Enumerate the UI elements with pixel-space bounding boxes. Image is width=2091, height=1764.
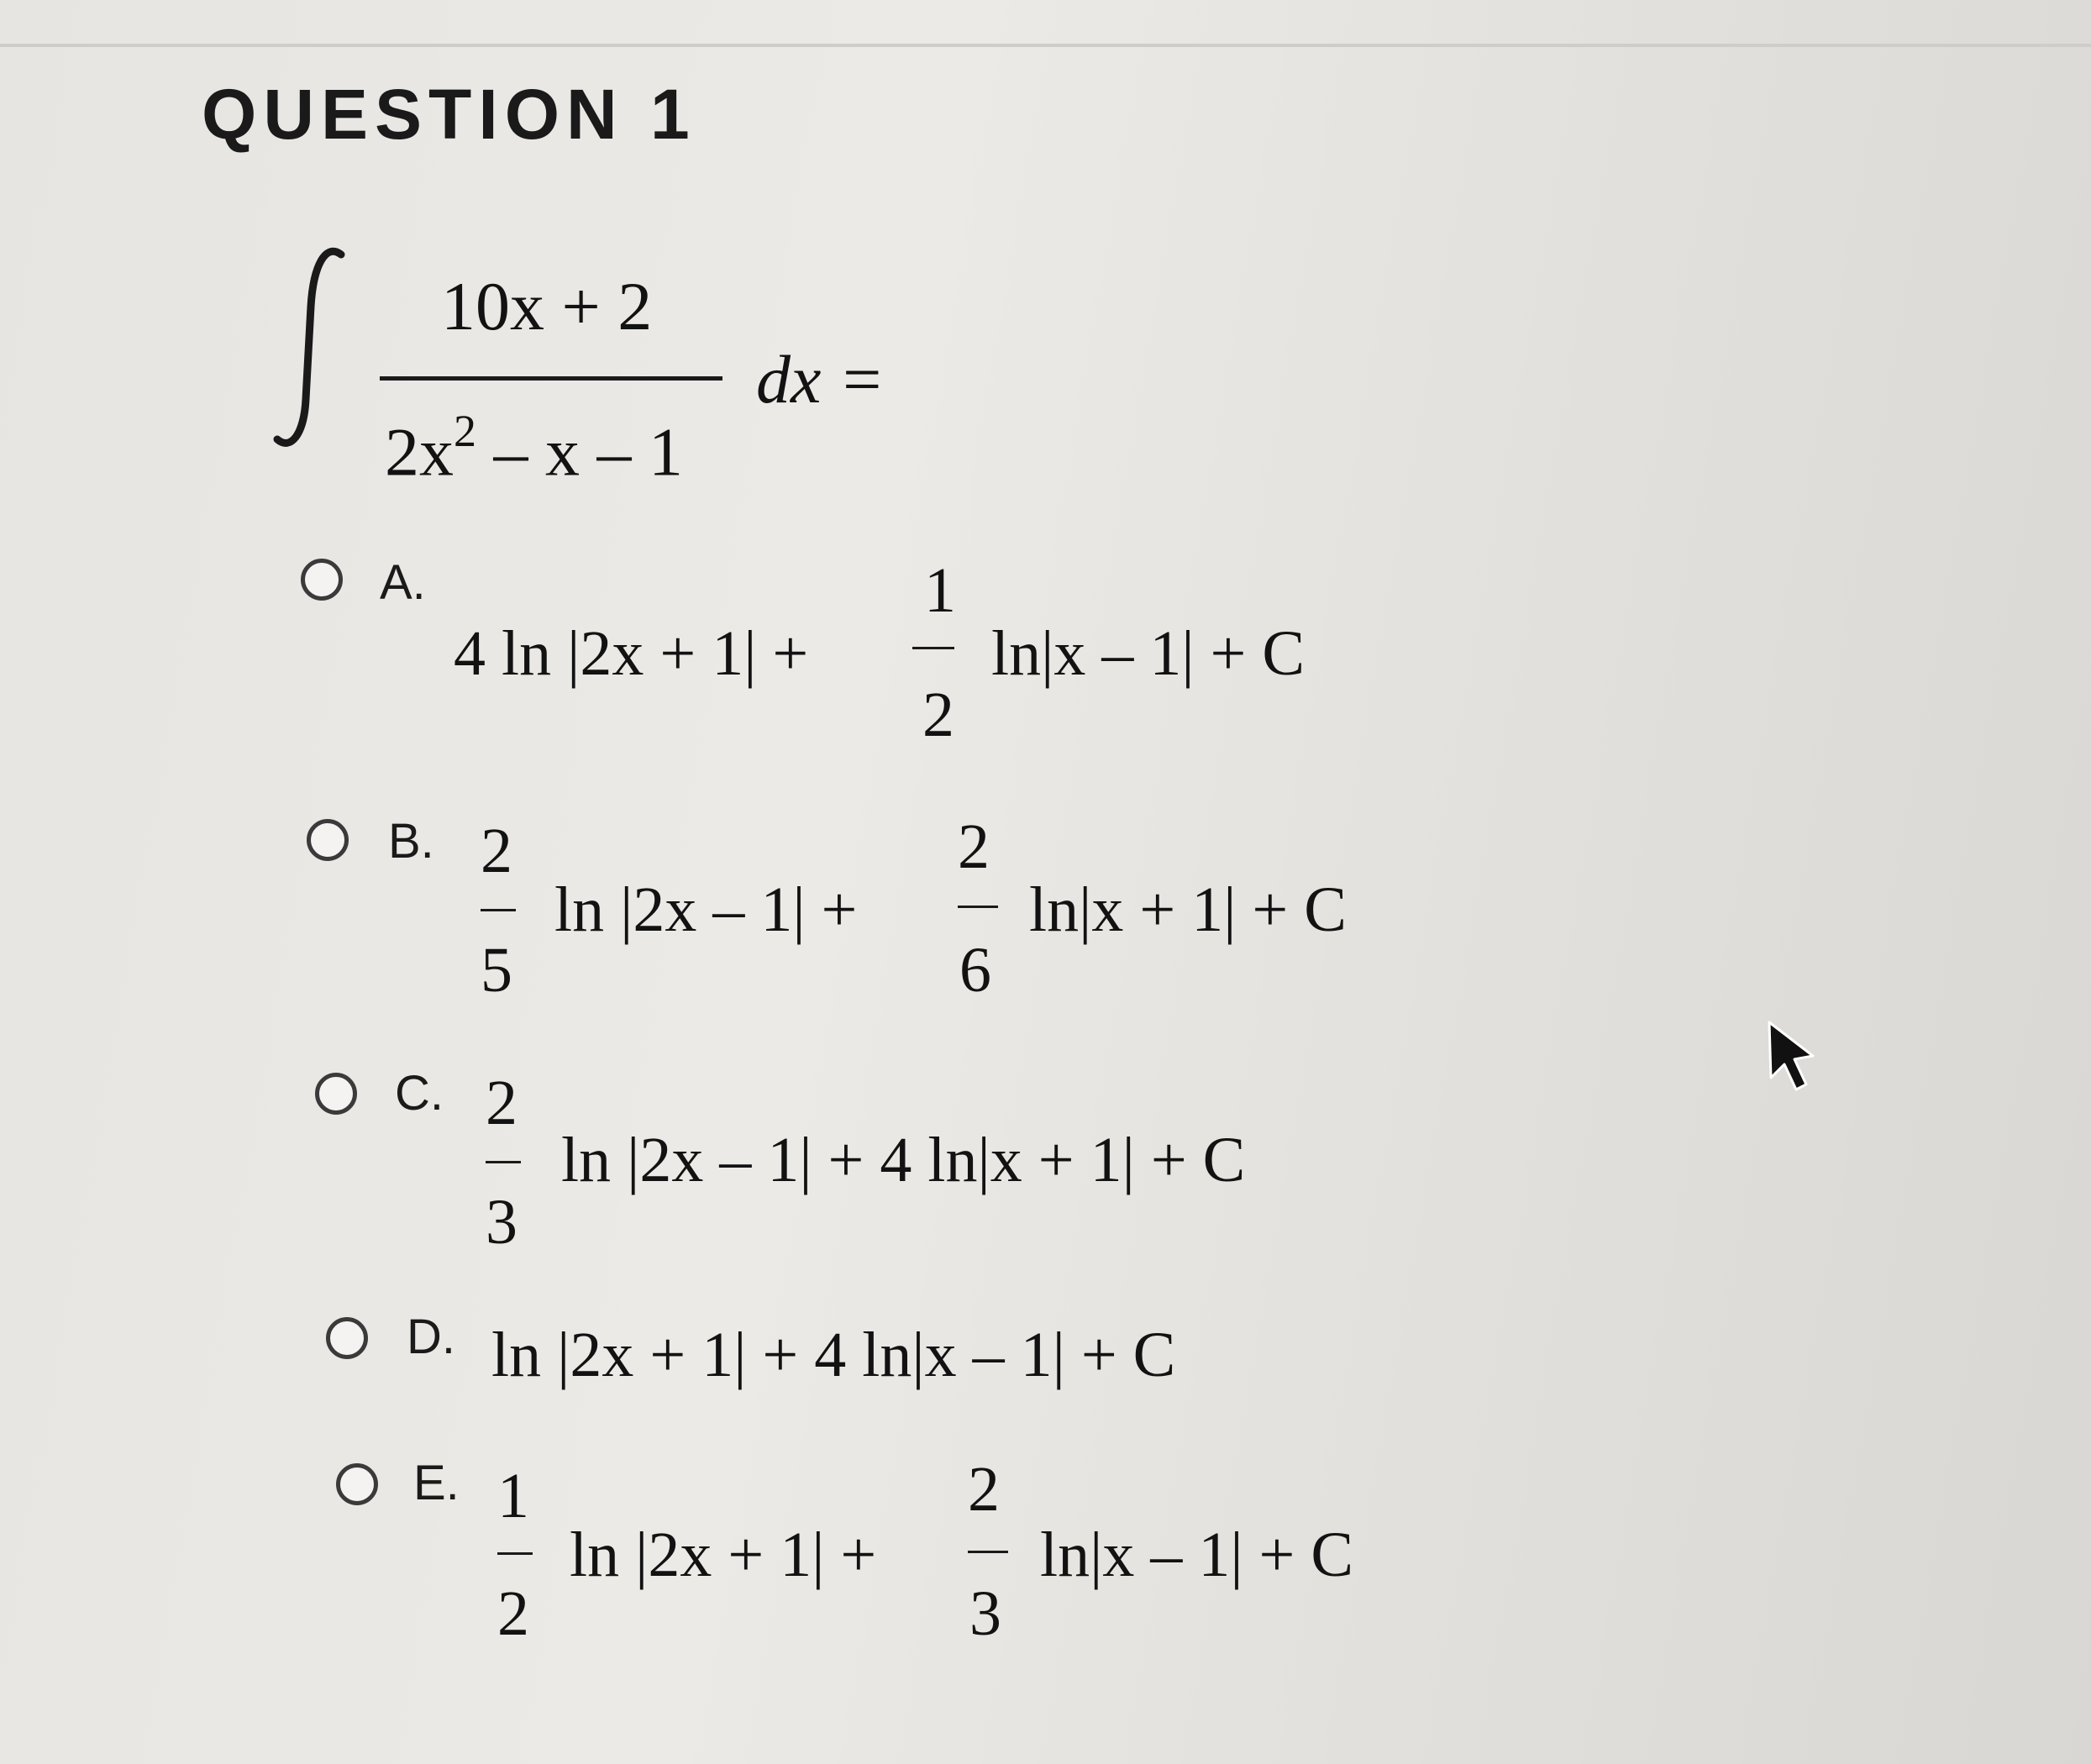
option-b-frac2-bar bbox=[958, 906, 998, 908]
option-e-term1: ln |2x + 1| + bbox=[570, 1520, 877, 1590]
option-b-term1: ln |2x – 1| + bbox=[554, 874, 858, 945]
mouse-pointer-icon bbox=[1763, 1019, 1821, 1095]
option-a-frac-bar bbox=[912, 647, 954, 649]
option-b-frac2-num: 2 bbox=[958, 811, 990, 882]
option-b-label: B. bbox=[388, 814, 434, 869]
integral-sign-icon bbox=[267, 239, 360, 458]
integrand-denominator: $2x^2$ – x – 1 bbox=[385, 406, 683, 491]
integrand-numerator: 10x + 2 bbox=[441, 268, 653, 344]
option-e-frac2-num: 2 bbox=[968, 1454, 1000, 1525]
option-e-frac1-den: 2 bbox=[497, 1578, 529, 1649]
radio-button-c[interactable] bbox=[315, 1073, 357, 1115]
option-a-label: A. bbox=[380, 555, 426, 610]
option-d-label: D. bbox=[407, 1310, 455, 1364]
option-c-frac1-den: 3 bbox=[486, 1187, 517, 1257]
option-e-term2: ln|x – 1| + C bbox=[1040, 1520, 1354, 1590]
option-b-term2: ln|x + 1| + C bbox=[1029, 874, 1347, 945]
option-a-frac-num: 1 bbox=[924, 555, 956, 626]
option-c-label: C. bbox=[395, 1066, 444, 1121]
option-e-frac1-num: 1 bbox=[497, 1461, 529, 1531]
top-divider bbox=[0, 44, 2091, 47]
option-b-frac1-bar bbox=[481, 909, 516, 911]
option-c-frac1-num: 2 bbox=[486, 1068, 517, 1138]
radio-button-a[interactable] bbox=[301, 559, 343, 601]
option-e-label: E. bbox=[413, 1456, 460, 1510]
option-a-frac-den: 2 bbox=[922, 680, 954, 750]
option-a-term2: ln|x – 1| + C bbox=[991, 618, 1306, 689]
option-e-frac1-bar bbox=[497, 1552, 533, 1555]
dx-equals: dx = bbox=[756, 341, 885, 417]
radio-button-b[interactable] bbox=[307, 819, 349, 861]
integrand-fraction-bar bbox=[380, 376, 722, 381]
option-a-term1: 4 ln |2x + 1| + bbox=[454, 618, 809, 689]
option-c-frac1-bar bbox=[486, 1161, 521, 1163]
radio-button-e[interactable] bbox=[336, 1463, 378, 1505]
option-e-frac2-bar bbox=[968, 1551, 1008, 1553]
option-b-frac1-num: 2 bbox=[481, 816, 512, 886]
option-c-term1: ln |2x – 1| + 4 ln|x + 1| + C bbox=[561, 1125, 1246, 1195]
option-e-frac2-den: 3 bbox=[969, 1578, 1001, 1649]
question-title: QUESTION 1 bbox=[202, 75, 696, 154]
radio-button-d[interactable] bbox=[326, 1317, 368, 1359]
option-b-frac1-den: 5 bbox=[481, 935, 512, 1005]
option-b-frac2-den: 6 bbox=[959, 935, 991, 1005]
option-d-term1: ln |2x + 1| + 4 ln|x – 1| + C bbox=[491, 1320, 1176, 1390]
